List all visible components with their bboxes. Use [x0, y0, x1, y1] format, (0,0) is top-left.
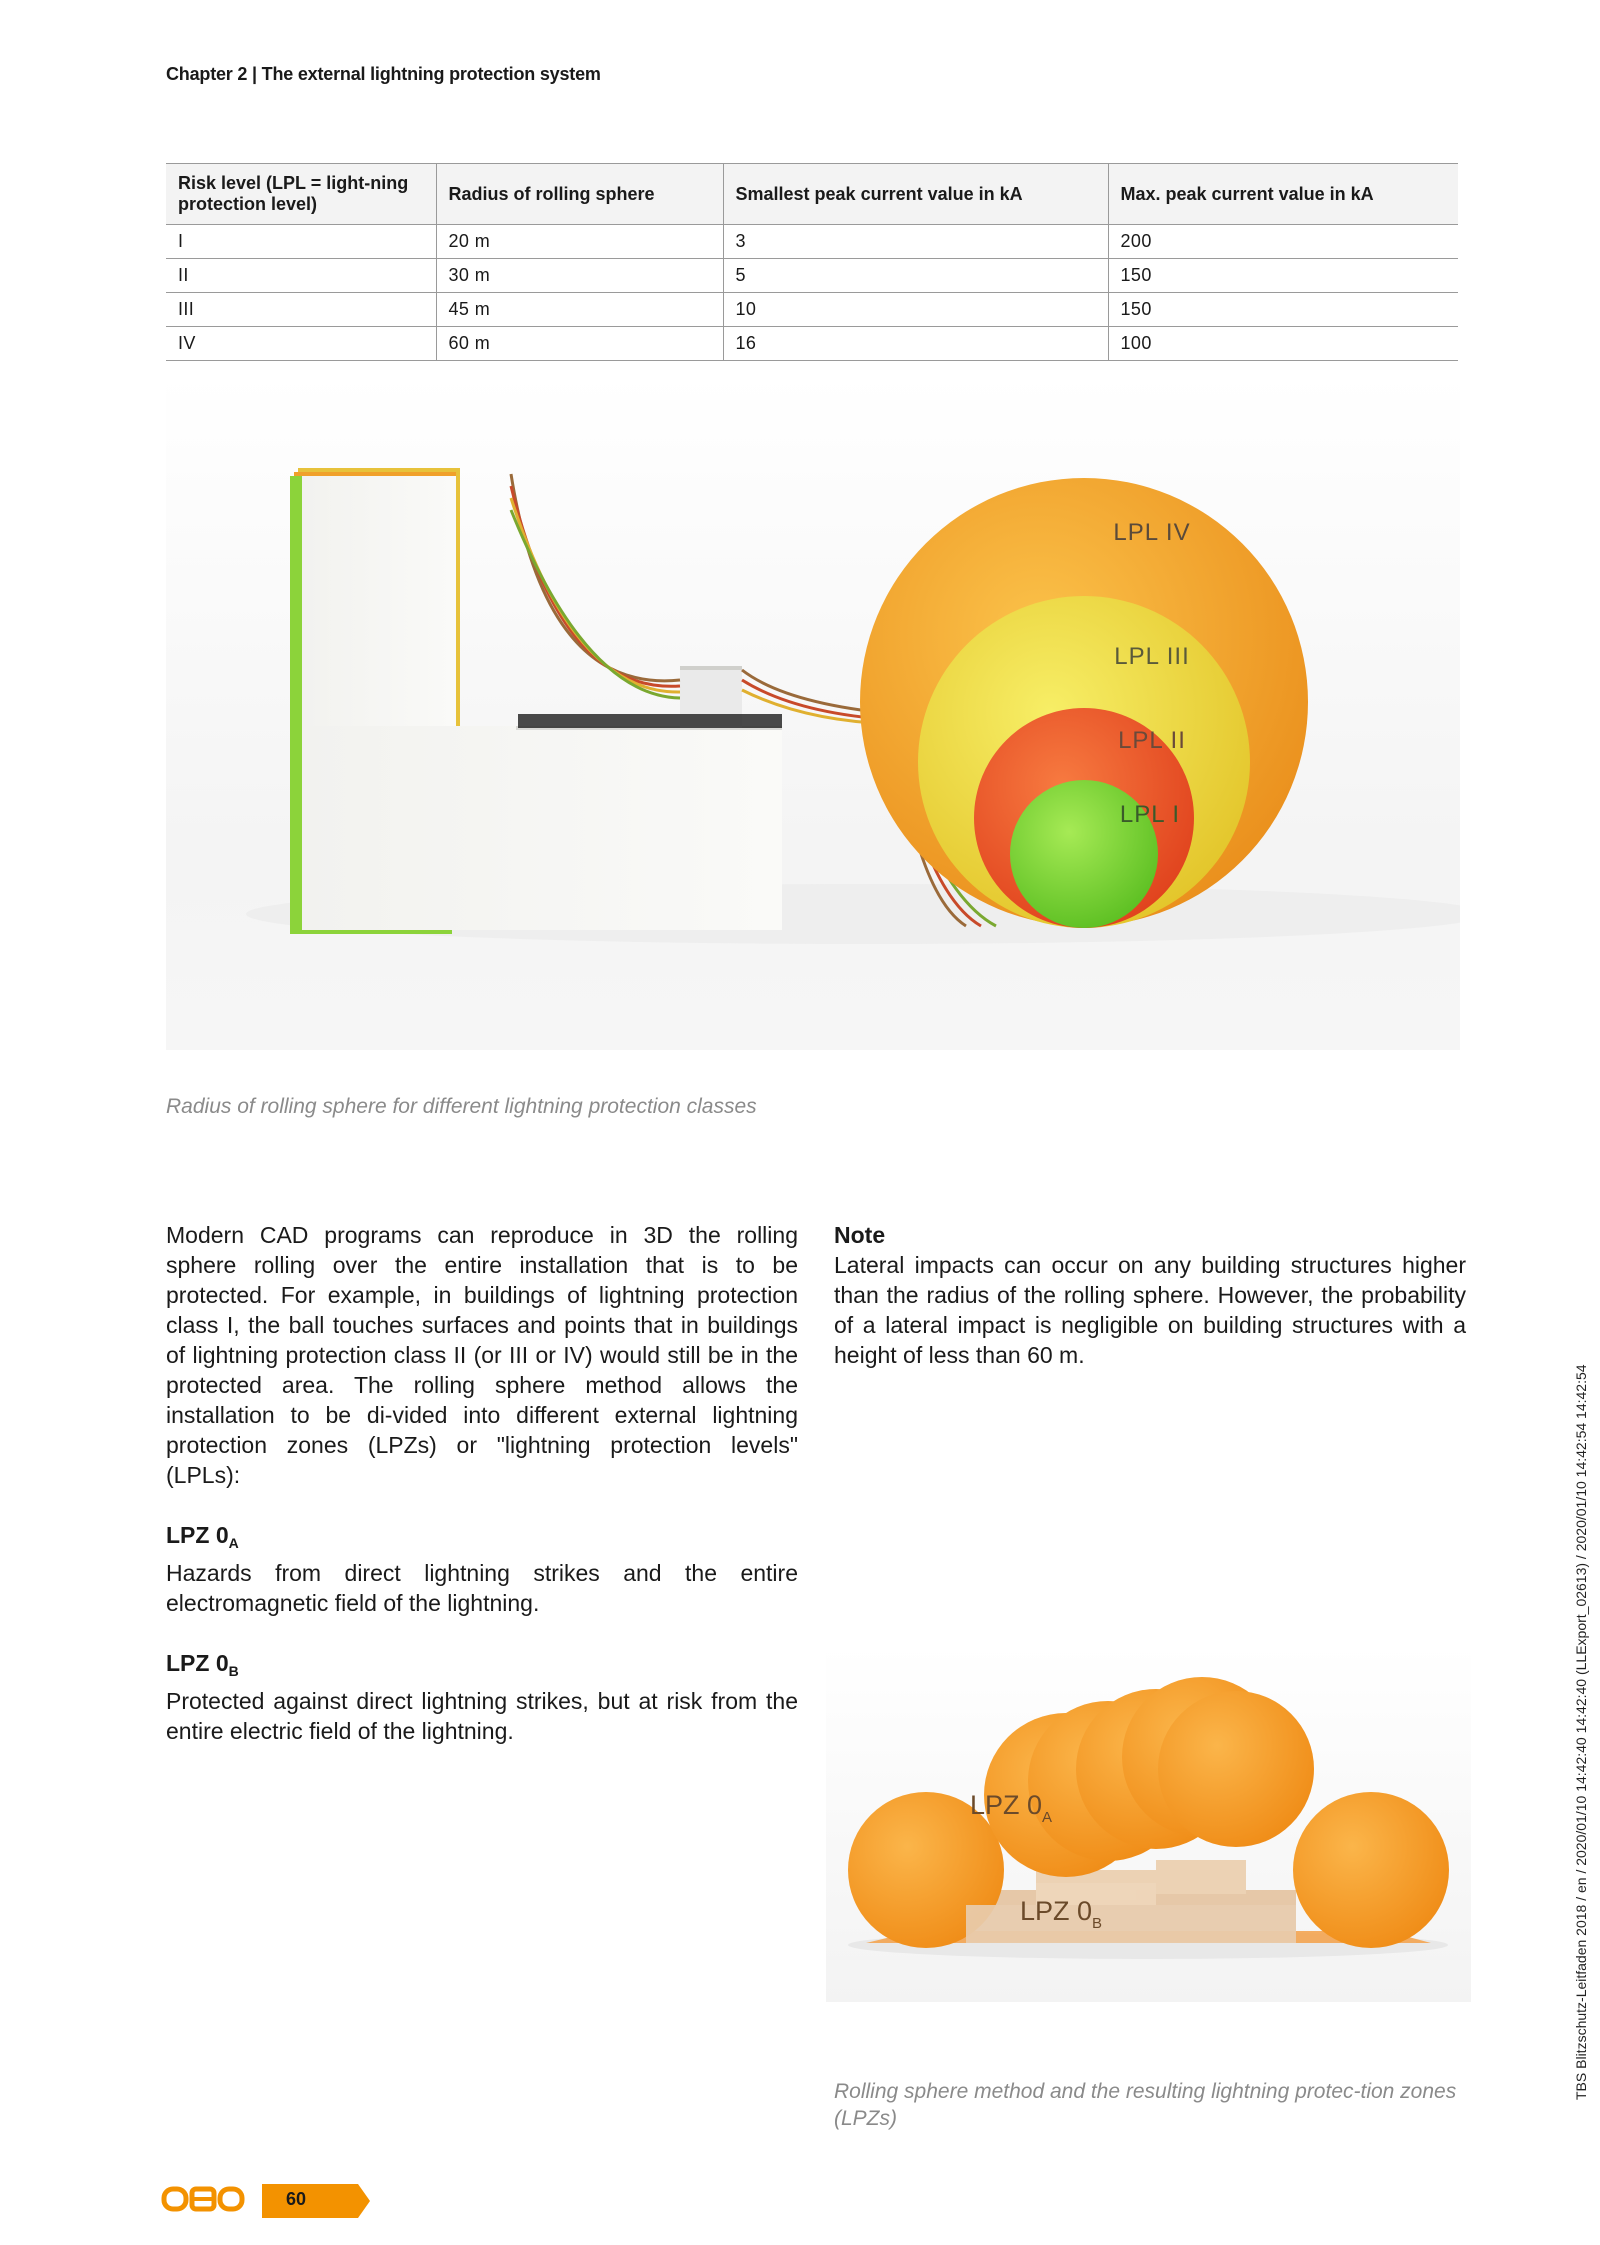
table-cell: 60 m — [436, 327, 723, 361]
lpz0b-label: LPZ $0_B$ — [1020, 1896, 1103, 1932]
table-cell: IV — [166, 327, 436, 361]
col-header-risk-level: Risk level (LPL = light-ning protection level) — [166, 164, 436, 225]
col-header-max-peak: Max. peak current value in kA — [1108, 164, 1458, 225]
table-cell: I — [166, 225, 436, 259]
table-cell: 200 — [1108, 225, 1458, 259]
figure2-caption: Rolling sphere method and the resulting lightning protec-tion zones (LPZs) — [834, 2080, 1457, 2130]
table-row — [166, 293, 1458, 327]
table-cell: 100 — [1108, 327, 1458, 361]
table-cell: 45 m — [436, 293, 723, 327]
table-row — [166, 327, 1458, 361]
table-cell: 16 — [723, 327, 1108, 361]
table-cell: III — [166, 293, 436, 327]
page-number-tab — [262, 2184, 370, 2218]
table-header-row — [166, 164, 1458, 225]
table-cell: 20 m — [436, 225, 723, 259]
lpl-i-label: LPL I — [1119, 801, 1181, 828]
figure1-caption: Radius of rolling sphere for different lightning protection classes — [166, 1095, 757, 1118]
table-cell: 150 — [1108, 293, 1458, 327]
table-row — [166, 225, 1458, 259]
note-column — [834, 1220, 1466, 1370]
lpl-ii-label: LPL II — [1118, 727, 1186, 754]
lpz0b-heading: LPZ $0_B$ — [166, 1650, 239, 1679]
lpl-table — [166, 163, 1458, 361]
table-cell: 150 — [1108, 259, 1458, 293]
page-number: 60 — [286, 2189, 307, 2209]
note-heading: Note — [834, 1222, 886, 1248]
lpz0a-label: LPZ $0_A$ — [970, 1790, 1053, 1826]
table-cell: 5 — [723, 259, 1108, 293]
col-header-smallest-peak: Smallest peak current value in kA — [723, 164, 1108, 225]
table-cell: 10 — [723, 293, 1108, 327]
chapter-header: Chapter 2 | The external lightning protection system — [166, 64, 601, 84]
table-cell: 3 — [723, 225, 1108, 259]
intro-paragraph: Modern CAD programs can reproduce in 3D the rolling sphere rolling over the entire installation that is to be protected. For example, in buildings of lightning protection class I, the ball touches surfaces and points that in buildings of lightning protection class II (or III or IV) would still be in the protected area. The rolling sphere method allows the installation to be di-vided into different external lightning protection zones (LPZs) or "lightning protection levels" (LPLs): — [166, 1222, 798, 1488]
lpl-iv-label: LPL IV — [1113, 519, 1191, 546]
side-print-info: TBS Blitzschutz-Leitfaden 2018 / en / 2020/01/10 14:42:40 14:42:40 (LLExport_02613) / 2020/01/10 14:42:54 14:42:54 — [1573, 1364, 1589, 2100]
body-left-column — [166, 1220, 798, 1746]
lpz-figure — [826, 1645, 1471, 2002]
lpz0b-text: Protected against direct lightning strikes, but at risk from the entire electric field of the lightning. — [166, 1688, 798, 1744]
col-header-radius: Radius of rolling sphere — [436, 164, 723, 225]
rolling-sphere-figure — [166, 374, 1460, 1050]
table-cell: II — [166, 259, 436, 293]
lpl-iii-label: LPL III — [1114, 643, 1190, 670]
table-cell: 30 m — [436, 259, 723, 293]
lpz0a-text: Hazards from direct lightning strikes and the entire electromagnetic field of the lightning. — [166, 1560, 798, 1616]
table-row — [166, 259, 1458, 293]
obo-logo — [161, 2182, 245, 2216]
note-text: Lateral impacts can occur on any building structures higher than the radius of the rolling sphere. However, the probability of a lateral impact is negligible on building structures with a height of less than 60 m. — [834, 1252, 1466, 1368]
lpz0a-heading: LPZ $0_A$ — [166, 1522, 239, 1551]
